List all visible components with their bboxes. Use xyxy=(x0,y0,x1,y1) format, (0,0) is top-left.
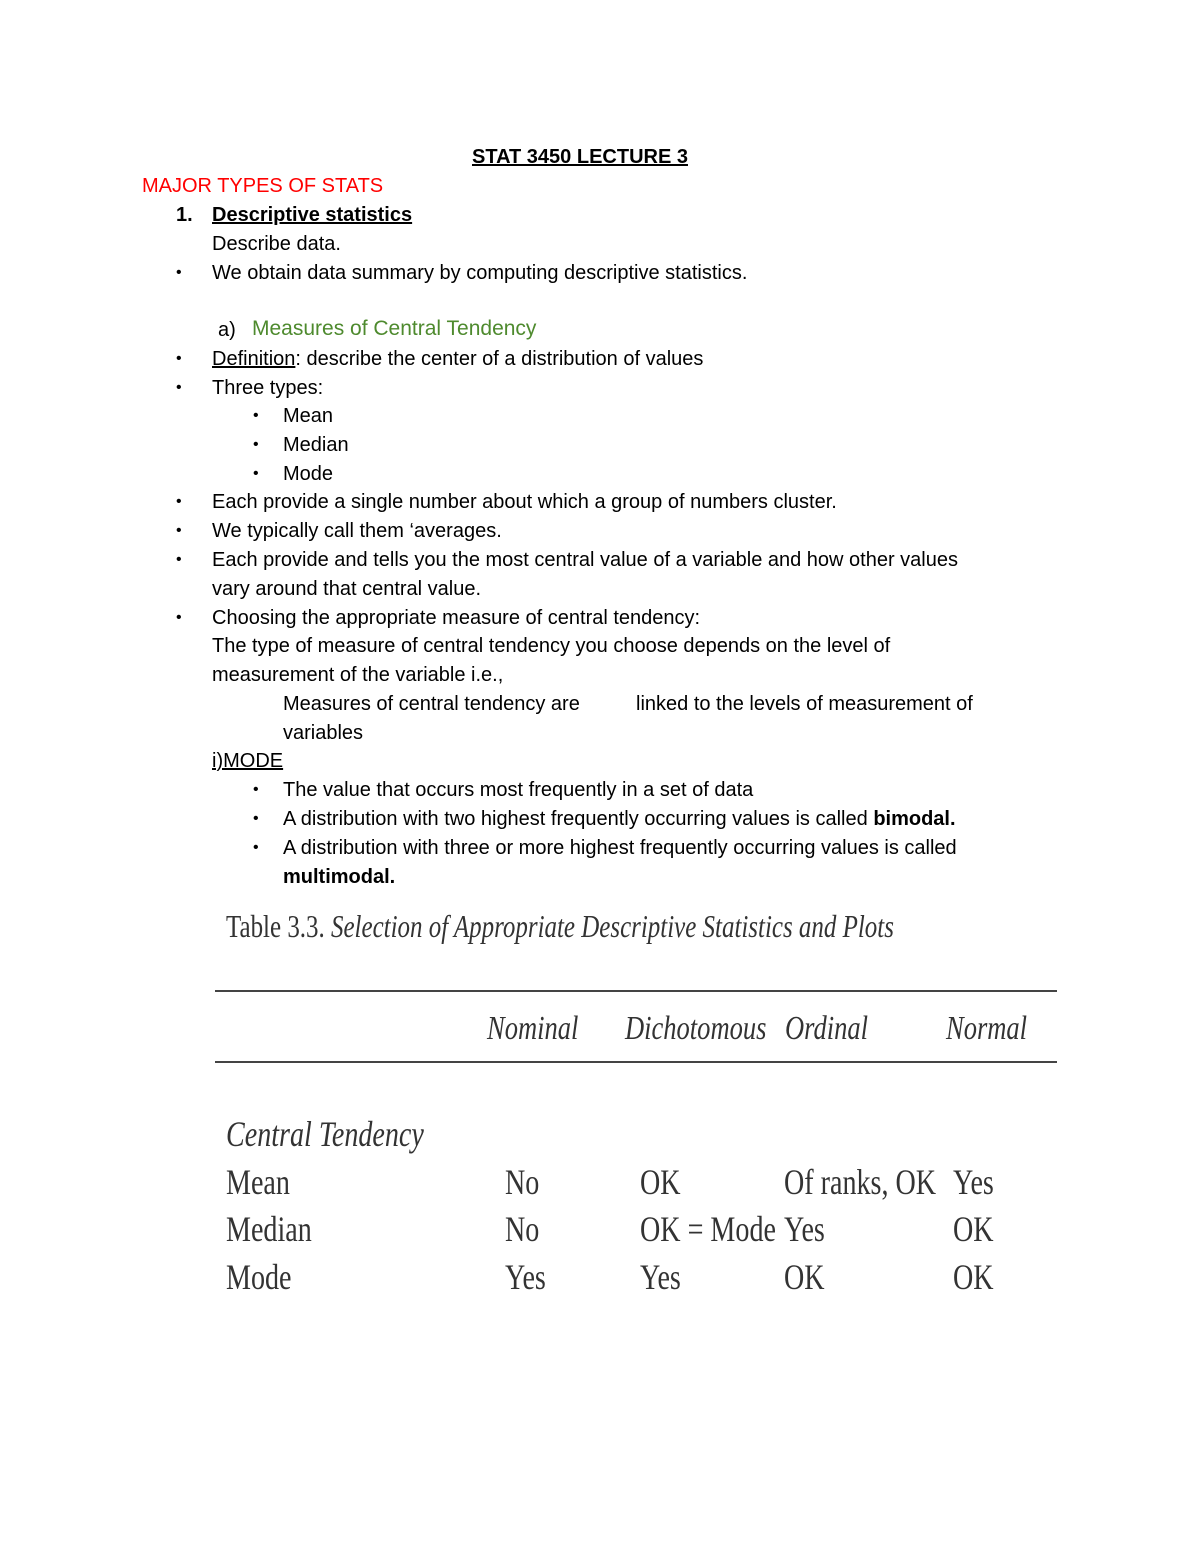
linked-part2: linked to the levels of measurement of xyxy=(636,693,973,715)
table-cell: OK = Mode xyxy=(640,1209,776,1249)
bullet-icon: • xyxy=(253,436,259,453)
column-header-nominal: Nominal xyxy=(487,1010,579,1047)
column-header-dichotomous: Dichotomous xyxy=(625,1010,767,1047)
table-cell: OK xyxy=(640,1162,681,1202)
bullet-icon: • xyxy=(176,609,182,626)
mode-bullet2-bold: bimodal. xyxy=(873,808,956,830)
bullet-icon: • xyxy=(253,465,259,482)
table-cell: No xyxy=(505,1162,540,1202)
subsection-a-marker: a) xyxy=(218,319,236,341)
bullet-each-provide: Each provide a single number about which a group of numbers cluster. xyxy=(212,491,837,513)
item1-description: Describe data. xyxy=(212,233,341,255)
type-mean: Mean xyxy=(283,405,334,427)
column-header-normal: Normal xyxy=(946,1010,1028,1047)
choosing-line2: measurement of the variable i.e., xyxy=(212,664,504,686)
column-header-ordinal: Ordinal xyxy=(785,1010,869,1047)
bullet-icon: • xyxy=(176,264,182,281)
table-cell: OK xyxy=(953,1257,994,1297)
table-cell: Yes xyxy=(784,1209,825,1249)
table-caption-label: Table 3.3. xyxy=(226,908,325,944)
bullet-central-line1: Each provide and tells you the most central value of a variable and how other values xyxy=(212,549,958,571)
bullet-summary: We obtain data summary by computing descriptive statistics. xyxy=(212,262,748,284)
mode-bullet3: A distribution with three or more highest frequently occurring values is called xyxy=(283,837,957,859)
definition-line xyxy=(212,346,703,372)
document-title: STAT 3450 LECTURE 3 xyxy=(472,146,688,168)
table-cell: No xyxy=(505,1209,540,1249)
row-label-mean: Mean xyxy=(226,1162,290,1202)
mode-bullet2 xyxy=(283,806,956,832)
mode-bullet3-bold: multimodal. xyxy=(283,866,396,888)
subsection-a-title: Measures of Central Tendency xyxy=(252,317,537,340)
table-cell: Yes xyxy=(505,1257,546,1297)
bullet-choosing: Choosing the appropriate measure of central tendency: xyxy=(212,607,701,629)
bullet-icon: • xyxy=(176,522,182,539)
table-cell: Of ranks, OK xyxy=(784,1162,937,1202)
definition-label: Definition xyxy=(212,348,296,370)
definition-text: : describe the center of a distribution of values xyxy=(295,348,704,370)
bullet-averages: We typically call them ‘averages. xyxy=(212,520,502,542)
table-caption xyxy=(226,906,894,946)
table-cell: OK xyxy=(953,1209,994,1249)
table-top-rule xyxy=(215,990,1057,992)
row-label-mode: Mode xyxy=(226,1257,292,1297)
item1-title: Descriptive statistics xyxy=(212,204,413,226)
item1-number: 1. xyxy=(176,204,193,226)
bullet-icon: • xyxy=(253,810,259,827)
table-caption-title: Selection of Appropriate Descriptive Statistics and Plots xyxy=(330,908,894,944)
table-cell: OK xyxy=(784,1257,825,1297)
bullet-icon: • xyxy=(176,379,182,396)
linked-line2: variables xyxy=(283,722,364,744)
type-mode: Mode xyxy=(283,463,334,485)
mode-bullet2-text: A distribution with two highest frequently occurring values is called xyxy=(283,808,874,830)
group-label: Central Tendency xyxy=(226,1114,424,1154)
bullet-icon: • xyxy=(176,551,182,568)
type-median: Median xyxy=(283,434,349,456)
bullet-icon: • xyxy=(176,350,182,367)
bullet-central-line2: vary around that central value. xyxy=(212,578,482,600)
row-label-median: Median xyxy=(226,1209,312,1249)
bullet-icon: • xyxy=(253,839,259,856)
table-cell: Yes xyxy=(640,1257,681,1297)
bullet-icon: • xyxy=(176,493,182,510)
bullet-icon: • xyxy=(253,781,259,798)
table-cell: Yes xyxy=(953,1162,994,1202)
choosing-line1: The type of measure of central tendency you choose depends on the level of xyxy=(212,635,891,657)
mode-bullet1: The value that occurs most frequently in a set of data xyxy=(283,779,754,801)
linked-part1: Measures of central tendency are xyxy=(283,693,580,715)
mode-heading: i)MODE xyxy=(212,750,284,772)
three-types-line: Three types: xyxy=(212,377,324,399)
table-header-rule xyxy=(215,1061,1057,1063)
section-heading: MAJOR TYPES OF STATS xyxy=(142,175,384,197)
bullet-icon: • xyxy=(253,407,259,424)
